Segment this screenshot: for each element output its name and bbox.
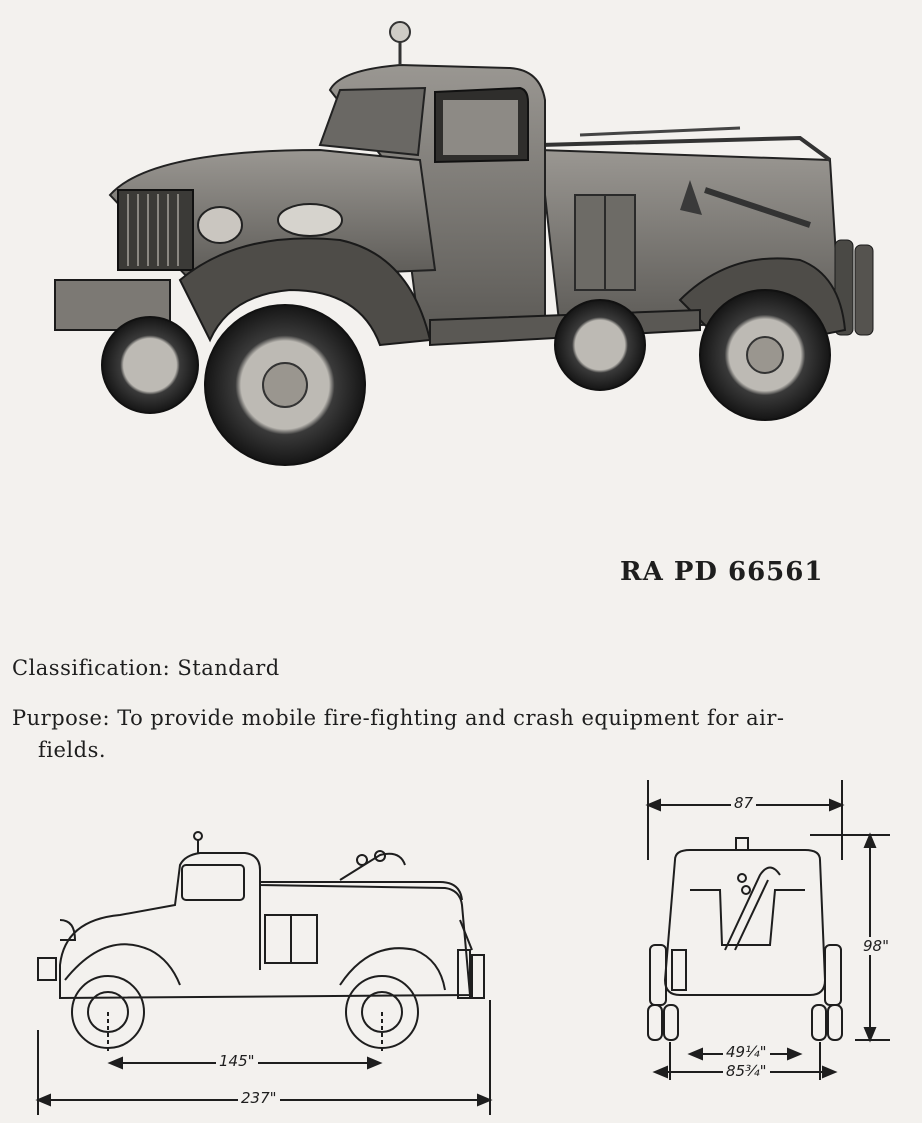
rear-width-dimension: 85¾" bbox=[723, 1062, 770, 1080]
purpose-line-2: fields. bbox=[38, 738, 107, 762]
tread-dimension: 49¼" bbox=[723, 1043, 770, 1061]
overall-length-dimension: 237" bbox=[238, 1089, 280, 1107]
side-view-drawing bbox=[20, 820, 520, 1115]
classification-line: Classification: Standard bbox=[12, 656, 280, 680]
photo-reference-code: RA PD 66561 bbox=[620, 557, 824, 587]
overall-width-dimension: 87 bbox=[731, 794, 756, 812]
wheelbase-dimension: 145" bbox=[216, 1052, 258, 1070]
fire-truck-photo bbox=[40, 10, 900, 480]
height-dimension: 98" bbox=[860, 937, 892, 955]
fire-truck-photo-svg bbox=[40, 10, 900, 480]
purpose-line-1: Purpose: To provide mobile fire-fighting and crash equipment for air- bbox=[12, 706, 785, 730]
purpose-paragraph bbox=[12, 702, 902, 766]
side-view-svg bbox=[20, 820, 520, 1115]
rear-view-drawing bbox=[630, 780, 910, 1100]
